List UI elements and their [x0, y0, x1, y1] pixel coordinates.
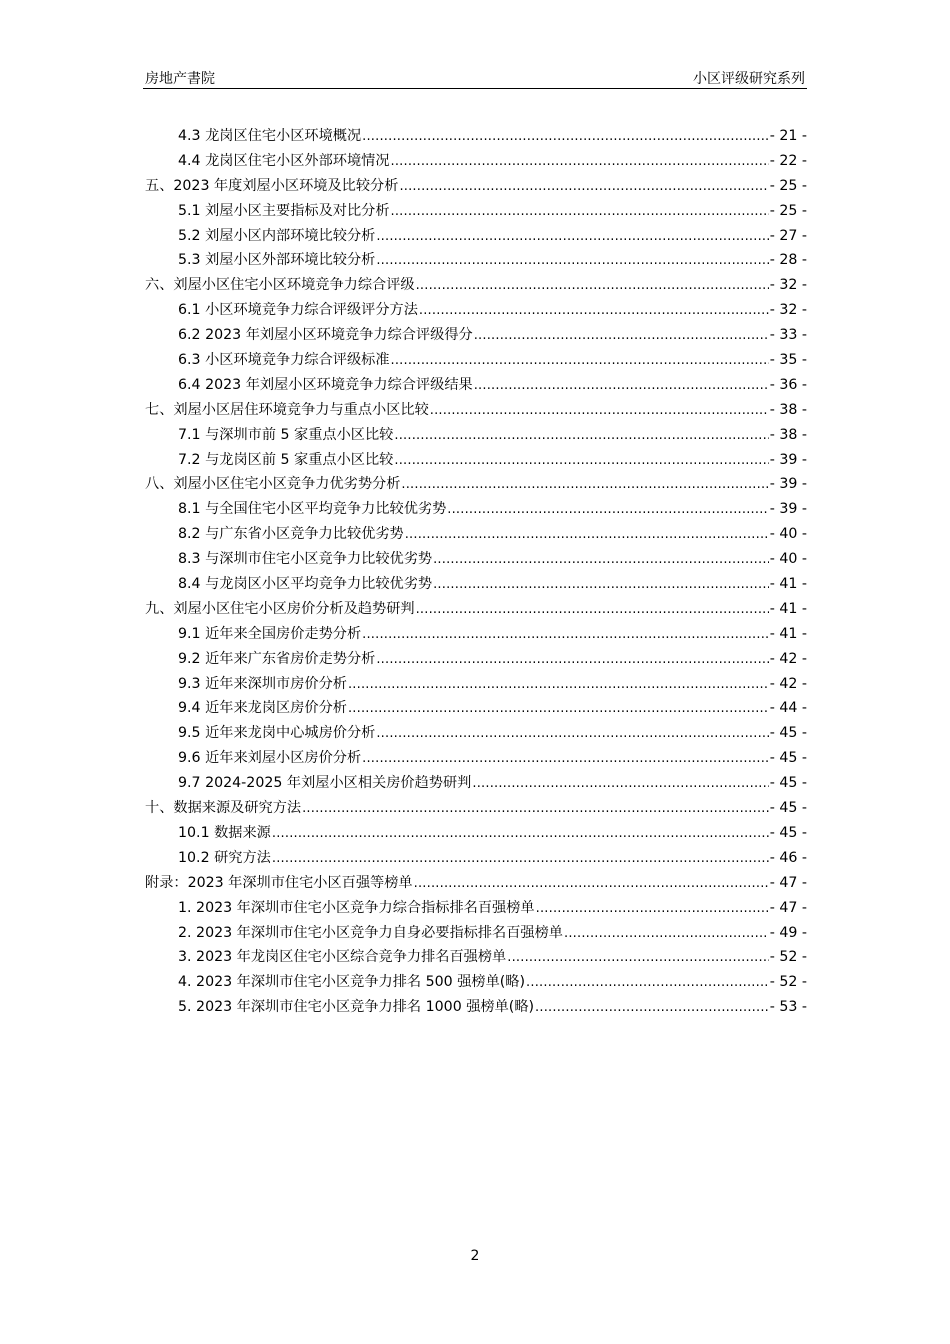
- toc-entry-title: 9.1 近年来全国房价走势分析: [178, 625, 362, 642]
- toc-entry-page: - 45 -: [769, 775, 807, 792]
- toc-entry-page: - 47 -: [769, 874, 807, 891]
- toc-entry-title: 八、刘屋小区住宅小区竞争力优劣势分析: [145, 476, 401, 493]
- toc-entry-page: - 52 -: [769, 949, 807, 966]
- toc-leader-dots: [401, 477, 768, 492]
- toc-entry-title: 10.2 研究方法: [178, 849, 271, 866]
- toc-entry-title: 7.1 与深圳市前 5 家重点小区比较: [178, 426, 394, 443]
- toc-entry-title: 6.2 2023 年刘屋小区环境竞争力综合评级得分: [178, 327, 473, 344]
- toc-entry[interactable]: [145, 125, 807, 150]
- toc-entry[interactable]: [145, 150, 807, 175]
- toc-entry-title: 9.4 近年来龙岗区房价分析: [178, 700, 347, 717]
- page-header: [143, 66, 807, 89]
- toc-entry-page: - 40 -: [769, 526, 807, 543]
- toc-entry-page: - 27 -: [769, 227, 807, 244]
- toc-entry-title: 5.3 刘屋小区外部环境比较分析: [178, 252, 376, 269]
- toc-entry-title: 10.1 数据来源: [178, 824, 271, 841]
- toc-entry[interactable]: [145, 922, 807, 947]
- toc-leader-dots: [394, 428, 768, 443]
- toc-leader-dots: [472, 776, 768, 791]
- toc-leader-dots: [526, 975, 769, 990]
- toc-entry-title: 5. 2023 年深圳市住宅小区竞争力排名 1000 强榜单(略): [178, 999, 535, 1016]
- toc-entry-title: 9.3 近年来深圳市房价分析: [178, 675, 347, 692]
- toc-entry-page: - 49 -: [769, 924, 807, 941]
- toc-leader-dots: [362, 751, 769, 766]
- toc-entry-page: - 42 -: [769, 650, 807, 667]
- toc-entry[interactable]: [145, 299, 807, 324]
- toc-leader-dots: [416, 278, 769, 293]
- toc-entry-page: - 45 -: [769, 800, 807, 817]
- toc-entry-title: 7.2 与龙岗区前 5 家重点小区比较: [178, 451, 394, 468]
- toc-entry-page: - 45 -: [769, 824, 807, 841]
- toc-entry-page: - 38 -: [769, 426, 807, 443]
- toc-entry[interactable]: [145, 673, 807, 698]
- toc-leader-dots: [362, 129, 769, 144]
- toc-entry-title: 9.5 近年来龙岗中心城房价分析: [178, 725, 376, 742]
- toc-entry[interactable]: [145, 772, 807, 797]
- toc-entry-page: - 35 -: [769, 352, 807, 369]
- toc-leader-dots: [416, 602, 769, 617]
- toc-entry[interactable]: [145, 996, 807, 1021]
- toc-entry[interactable]: [145, 449, 807, 474]
- toc-entry[interactable]: [145, 598, 807, 623]
- toc-entry[interactable]: [145, 797, 807, 822]
- toc-leader-dots: [391, 154, 769, 169]
- toc-entry-title: 8.3 与深圳市住宅小区竞争力比较优劣势: [178, 551, 433, 568]
- toc-entry[interactable]: [145, 847, 807, 872]
- toc-entry-page: - 41 -: [769, 576, 807, 593]
- toc-entry[interactable]: [145, 946, 807, 971]
- toc-entry[interactable]: [145, 249, 807, 274]
- toc-entry[interactable]: [145, 498, 807, 523]
- toc-entry[interactable]: [145, 573, 807, 598]
- toc-entry[interactable]: [145, 424, 807, 449]
- toc-entry-page: - 52 -: [769, 974, 807, 991]
- toc-leader-dots: [405, 527, 769, 542]
- toc-entry[interactable]: [145, 872, 807, 897]
- toc-entry-title: 2. 2023 年深圳市住宅小区竞争力自身必要指标排名百强榜单: [178, 924, 563, 941]
- toc-leader-dots: [376, 652, 768, 667]
- toc-entry[interactable]: [145, 399, 807, 424]
- toc-entry-title: 9.6 近年来刘屋小区房价分析: [178, 750, 362, 767]
- toc-entry-page: - 39 -: [769, 476, 807, 493]
- toc-entry[interactable]: [145, 374, 807, 399]
- toc-entry-title: 8.1 与全国住宅小区平均竞争力比较优劣势: [178, 501, 447, 518]
- toc-entry[interactable]: [145, 822, 807, 847]
- toc-leader-dots: [272, 826, 769, 841]
- toc-entry-page: - 38 -: [769, 401, 807, 418]
- toc-leader-dots: [376, 229, 768, 244]
- toc-entry-page: - 44 -: [769, 700, 807, 717]
- toc-entry-page: - 40 -: [769, 551, 807, 568]
- toc-entry-page: - 22 -: [769, 152, 807, 169]
- toc-entry-page: - 25 -: [769, 202, 807, 219]
- toc-leader-dots: [507, 950, 768, 965]
- toc-leader-dots: [399, 179, 768, 194]
- toc-leader-dots: [348, 677, 769, 692]
- toc-leader-dots: [376, 253, 768, 268]
- toc-entry-title: 十、数据来源及研究方法: [145, 800, 302, 817]
- page-number: 2: [470, 1248, 480, 1264]
- toc-leader-dots: [394, 453, 768, 468]
- toc-entry-page: - 36 -: [769, 376, 807, 393]
- toc-entry[interactable]: [145, 349, 807, 374]
- toc-entry-title: 6.1 小区环境竞争力综合评级评分方法: [178, 302, 418, 319]
- toc-entry[interactable]: [145, 971, 807, 996]
- toc-entry-page: - 41 -: [769, 600, 807, 617]
- toc-entry[interactable]: [145, 722, 807, 747]
- toc-entry[interactable]: [145, 473, 807, 498]
- toc-leader-dots: [474, 378, 769, 393]
- toc-entry-page: - 25 -: [769, 177, 807, 194]
- toc-entry-page: - 32 -: [769, 277, 807, 294]
- toc-entry-page: - 45 -: [769, 750, 807, 767]
- toc-entry-title: 5.1 刘屋小区主要指标及对比分析: [178, 202, 390, 219]
- toc-leader-dots: [414, 876, 769, 891]
- toc-entry[interactable]: [145, 897, 807, 922]
- toc-entry-title: 九、刘屋小区住宅小区房价分析及趋势研判: [145, 600, 415, 617]
- toc-entry-page: - 28 -: [769, 252, 807, 269]
- toc-entry[interactable]: [145, 648, 807, 673]
- toc-entry[interactable]: [145, 747, 807, 772]
- toc-leader-dots: [391, 204, 769, 219]
- toc-leader-dots: [474, 328, 769, 343]
- toc-entry[interactable]: [145, 548, 807, 573]
- toc-leader-dots: [447, 502, 768, 517]
- toc-leader-dots: [391, 353, 769, 368]
- toc-entry-title: 六、刘屋小区住宅小区环境竞争力综合评级: [145, 277, 415, 294]
- toc-entry[interactable]: [145, 274, 807, 299]
- toc-leader-dots: [536, 901, 769, 916]
- toc-leader-dots: [535, 1000, 769, 1015]
- toc-entry[interactable]: [145, 697, 807, 722]
- header-right-text: 小区评级研究系列: [693, 71, 805, 87]
- toc-leader-dots: [376, 726, 768, 741]
- table-of-contents: [145, 125, 807, 1021]
- toc-entry[interactable]: [145, 623, 807, 648]
- toc-entry[interactable]: [145, 324, 807, 349]
- toc-entry-title: 6.3 小区环境竞争力综合评级标准: [178, 352, 390, 369]
- toc-entry-title: 6.4 2023 年刘屋小区环境竞争力综合评级结果: [178, 376, 473, 393]
- toc-entry-title: 4.3 龙岗区住宅小区环境概况: [178, 128, 362, 144]
- toc-leader-dots: [433, 552, 769, 567]
- toc-entry-page: - 32 -: [769, 302, 807, 319]
- toc-entry-title: 8.4 与龙岗区小区平均竞争力比较优劣势: [178, 576, 433, 593]
- toc-entry-title: 1. 2023 年深圳市住宅小区竞争力综合指标排名百强榜单: [178, 899, 535, 916]
- toc-entry[interactable]: [145, 523, 807, 548]
- toc-entry-page: - 46 -: [769, 849, 807, 866]
- toc-leader-dots: [362, 627, 769, 642]
- toc-leader-dots: [272, 851, 769, 866]
- toc-entry-page: - 39 -: [769, 501, 807, 518]
- toc-entry-title: 9.7 2024-2025 年刘屋小区相关房价趋势研判: [178, 775, 472, 792]
- toc-entry-title: 4.4 龙岗区住宅小区外部环境情况: [178, 152, 390, 169]
- toc-entry-page: - 39 -: [769, 451, 807, 468]
- toc-leader-dots: [348, 701, 769, 716]
- toc-entry[interactable]: [145, 225, 807, 250]
- toc-leader-dots: [564, 926, 769, 941]
- toc-leader-dots: [302, 801, 769, 816]
- toc-leader-dots: [419, 303, 769, 318]
- toc-entry-page: - 42 -: [769, 675, 807, 692]
- toc-entry-page: - 41 -: [769, 625, 807, 642]
- toc-entry[interactable]: [145, 175, 807, 200]
- toc-entry-title: 附录：2023 年深圳市住宅小区百强等榜单: [145, 874, 413, 891]
- toc-entry-page: - 21 -: [769, 128, 807, 144]
- toc-entry-title: 8.2 与广东省小区竞争力比较优劣势: [178, 526, 404, 543]
- toc-entry-page: - 33 -: [769, 327, 807, 344]
- toc-leader-dots: [430, 403, 769, 418]
- toc-entry-title: 3. 2023 年龙岗区住宅小区综合竞争力排名百强榜单: [178, 949, 507, 966]
- toc-entry-page: - 53 -: [769, 999, 807, 1016]
- toc-entry-title: 七、刘屋小区居住环境竞争力与重点小区比较: [145, 401, 429, 418]
- toc-entry[interactable]: [145, 200, 807, 225]
- toc-entry-page: - 47 -: [769, 899, 807, 916]
- header-left-text: 房地产書院: [145, 71, 215, 87]
- toc-leader-dots: [433, 577, 769, 592]
- toc-entry-title: 4. 2023 年深圳市住宅小区竞争力排名 500 强榜单(略): [178, 974, 526, 991]
- toc-entry-title: 5.2 刘屋小区内部环境比较分析: [178, 227, 376, 244]
- toc-entry-title: 9.2 近年来广东省房价走势分析: [178, 650, 376, 667]
- toc-entry-title: 五、2023 年度刘屋小区环境及比较分析: [145, 177, 399, 194]
- toc-entry-page: - 45 -: [769, 725, 807, 742]
